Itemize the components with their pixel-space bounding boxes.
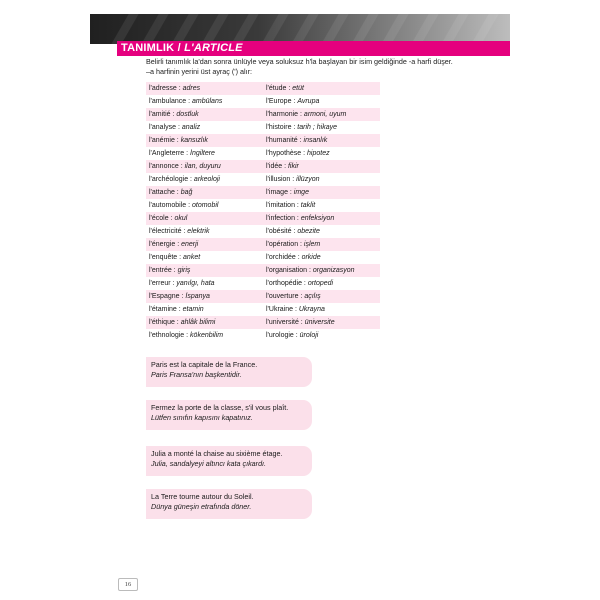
example-turkish: Lütfen sınıfın kapısını kapatınız. — [151, 413, 253, 422]
french-word: l'imitation : — [266, 202, 301, 209]
french-word: l'automobile : — [149, 202, 192, 209]
french-word: l'entrée : — [149, 267, 178, 274]
word-cell-left — [146, 277, 263, 290]
turkish-translation: enfeksiyon — [300, 215, 335, 222]
word-cell-left — [146, 199, 263, 212]
turkish-translation: yanılgı, hata — [176, 280, 215, 287]
example-box — [146, 489, 312, 519]
french-word: l'enquête : — [149, 254, 184, 261]
turkish-translation: imge — [293, 189, 309, 196]
turkish-translation: otomobil — [191, 202, 219, 209]
word-cell-right — [263, 264, 380, 277]
word-cell-right — [263, 225, 380, 238]
french-word: l'Europe : — [266, 98, 298, 105]
title-main: TANIMLIK / — [121, 42, 185, 54]
french-word: l'hypothèse : — [266, 150, 308, 157]
french-word: l'électricité : — [149, 228, 188, 235]
word-cell-left — [146, 238, 263, 251]
french-word: l'idée : — [266, 163, 288, 170]
example-french: La Terre tourne autour du Soleil. — [151, 492, 254, 501]
french-word: l'ambulance : — [149, 98, 192, 105]
french-word: l'ouverture : — [266, 293, 305, 300]
example-turkish: Paris Fransa'nın başkentidir. — [151, 370, 242, 379]
word-cell-left — [146, 95, 263, 108]
french-word: l'amitié : — [149, 111, 177, 118]
turkish-translation: dostluk — [176, 111, 199, 118]
word-cell-right — [263, 121, 380, 134]
french-word: l'orchidée : — [266, 254, 302, 261]
turkish-translation: adres — [182, 85, 201, 92]
title-sub: L'ARTICLE — [184, 42, 243, 54]
turkish-translation: bağ — [180, 189, 193, 196]
table-row — [146, 147, 380, 160]
french-word: l'organisation : — [266, 267, 313, 274]
french-word: l'image : — [266, 189, 294, 196]
turkish-translation: obezite — [297, 228, 320, 235]
turkish-translation: okul — [174, 215, 188, 222]
french-word: l'adresse : — [149, 85, 183, 92]
french-word: l'illusion : — [266, 176, 297, 183]
example-box — [146, 446, 312, 476]
word-cell-left — [146, 173, 263, 186]
turkish-translation: açılış — [304, 293, 321, 300]
word-cell-left — [146, 212, 263, 225]
word-cell-left — [146, 251, 263, 264]
french-word: l'urologie : — [266, 332, 300, 339]
turkish-translation: orkide — [301, 254, 321, 261]
table-row — [146, 238, 380, 251]
french-word: l'erreur : — [149, 280, 177, 287]
french-word: l'opération : — [266, 241, 304, 248]
turkish-translation: kansızlık — [180, 137, 208, 144]
french-word: l'annonce : — [149, 163, 185, 170]
word-cell-right — [263, 147, 380, 160]
french-word: l'orthopédie : — [266, 280, 308, 287]
word-cell-right — [263, 95, 380, 108]
french-word: l'attache : — [149, 189, 181, 196]
french-word: l'ethnologie : — [149, 332, 191, 339]
example-box — [146, 357, 312, 387]
intro-line-1: Belirli tanımlık la'dan sonra ünlüyle veya soluksuz h'la başlayan bir isim geldiğinde -a harfi düşer. — [146, 57, 453, 66]
table-row — [146, 303, 380, 316]
table-row — [146, 134, 380, 147]
french-word: l'école : — [149, 215, 175, 222]
turkish-translation: arkeoloji — [193, 176, 220, 183]
table-row — [146, 212, 380, 225]
table-row — [146, 121, 380, 134]
turkish-translation: enerji — [181, 241, 199, 248]
table-row — [146, 277, 380, 290]
turkish-translation: taklit — [300, 202, 316, 209]
page-title — [121, 42, 243, 54]
word-cell-right — [263, 134, 380, 147]
title-bar — [117, 41, 510, 56]
turkish-translation: analiz — [181, 124, 201, 131]
turkish-translation: işlem — [303, 241, 321, 248]
french-word: l'harmonie : — [266, 111, 304, 118]
word-cell-right — [263, 212, 380, 225]
french-word: l'étude : — [266, 85, 293, 92]
word-cell-right — [263, 329, 380, 342]
word-cell-left — [146, 290, 263, 303]
header-decoration — [90, 14, 510, 44]
french-word: l'Espagne : — [149, 293, 186, 300]
word-cell-left — [146, 264, 263, 277]
word-cell-right — [263, 108, 380, 121]
table-row — [146, 329, 380, 342]
turkish-translation: Avrupa — [297, 98, 320, 105]
french-word: l'infection : — [266, 215, 301, 222]
word-cell-right — [263, 303, 380, 316]
french-word: l'Ukraine : — [266, 306, 299, 313]
table-row — [146, 108, 380, 121]
turkish-translation: fikir — [287, 163, 299, 170]
word-cell-left — [146, 303, 263, 316]
intro-text — [146, 57, 506, 77]
turkish-translation: hipotez — [307, 150, 330, 157]
turkish-translation: ambülans — [191, 98, 223, 105]
table-row — [146, 251, 380, 264]
turkish-translation: illüzyon — [296, 176, 320, 183]
french-word: l'étamine : — [149, 306, 183, 313]
word-cell-left — [146, 316, 263, 329]
turkish-translation: anket — [183, 254, 201, 261]
word-cell-right — [263, 199, 380, 212]
example-french: Fermez la porte de la classe, s'il vous plaît. — [151, 403, 289, 412]
french-word: l'humanité : — [266, 137, 304, 144]
turkish-translation: insanlık — [303, 137, 328, 144]
table-row — [146, 173, 380, 186]
word-cell-left — [146, 134, 263, 147]
word-cell-right — [263, 290, 380, 303]
word-cell-left — [146, 121, 263, 134]
table-row — [146, 160, 380, 173]
turkish-translation: üroloji — [299, 332, 319, 339]
table-row — [146, 316, 380, 329]
turkish-translation: tarih ; hikaye — [297, 124, 337, 131]
example-box — [146, 400, 312, 430]
turkish-translation: giriş — [177, 267, 191, 274]
table-row — [146, 82, 380, 95]
table-row — [146, 264, 380, 277]
turkish-translation: organizasyon — [312, 267, 355, 274]
word-cell-right — [263, 316, 380, 329]
word-cell-left — [146, 82, 263, 95]
example-french: Paris est la capitale de la France. — [151, 360, 258, 369]
turkish-translation: ortopedi — [307, 280, 334, 287]
word-cell-left — [146, 147, 263, 160]
turkish-translation: ilan, duyuru — [184, 163, 221, 170]
word-cell-right — [263, 160, 380, 173]
french-word: l'histoire : — [266, 124, 298, 131]
french-word: l'anémie : — [149, 137, 181, 144]
word-cell-right — [263, 186, 380, 199]
turkish-translation: İngiltere — [190, 150, 215, 157]
french-word: l'Angleterre : — [149, 150, 191, 157]
french-word: l'analyse : — [149, 124, 182, 131]
french-word: l'énergie : — [149, 241, 182, 248]
french-word: l'université : — [266, 319, 305, 326]
turkish-translation: ahlâk bilimi — [180, 319, 216, 326]
turkish-translation: İspanya — [185, 293, 210, 300]
word-table — [146, 82, 380, 342]
table-row — [146, 199, 380, 212]
table-row — [146, 95, 380, 108]
turkish-translation: üniversite — [304, 319, 335, 326]
turkish-translation: kökenbilim — [190, 332, 224, 339]
example-french: Julia a monté la chaise au sixième étage. — [151, 449, 283, 458]
word-cell-right — [263, 251, 380, 264]
table-row — [146, 225, 380, 238]
word-cell-left — [146, 225, 263, 238]
word-cell-left — [146, 186, 263, 199]
intro-line-2: –a harfinin yerini üst ayraç (') alır: — [146, 67, 253, 76]
french-word: l'archéologie : — [149, 176, 194, 183]
word-cell-left — [146, 160, 263, 173]
turkish-translation: etüt — [292, 85, 304, 92]
table-row — [146, 186, 380, 199]
word-cell-left — [146, 329, 263, 342]
table-row — [146, 290, 380, 303]
french-word: l'éthique : — [149, 319, 181, 326]
word-cell-right — [263, 238, 380, 251]
word-cell-right — [263, 82, 380, 95]
french-word: l'obésité : — [266, 228, 298, 235]
turkish-translation: etamin — [182, 306, 204, 313]
turkish-translation: armoni, uyum — [303, 111, 347, 118]
word-cell-right — [263, 277, 380, 290]
example-turkish: Dünya güneşin etrafında döner. — [151, 502, 252, 511]
page-number: 16 — [118, 578, 138, 591]
turkish-translation: Ukrayna — [298, 306, 325, 313]
example-turkish: Julia, sandalyeyi altıncı kata çıkardı. — [151, 459, 267, 468]
word-cell-left — [146, 108, 263, 121]
word-cell-right — [263, 173, 380, 186]
turkish-translation: elektrik — [187, 228, 210, 235]
